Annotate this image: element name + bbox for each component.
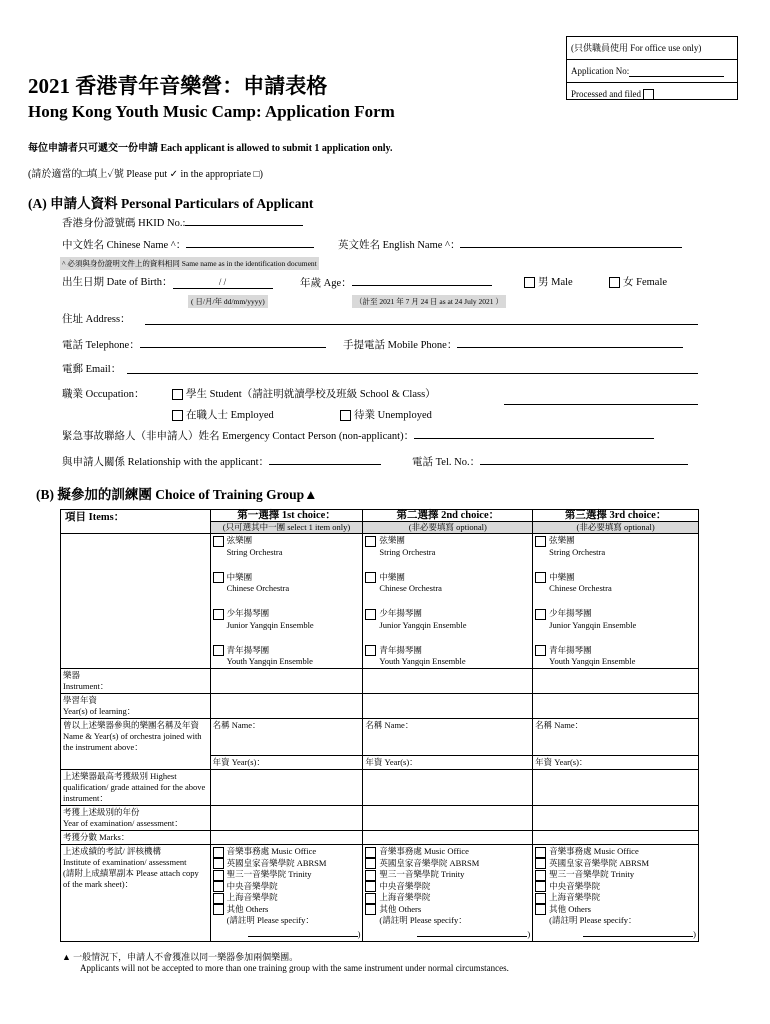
group-choice-row [61, 534, 699, 669]
office-use-title: (只供職員使用 For office use only) [571, 43, 702, 53]
first-abrsm-checkbox[interactable] [213, 858, 224, 869]
third-orchestra-years-field[interactable]: 年資 Year(s)： [533, 756, 699, 770]
third-years-learning-field[interactable] [533, 694, 699, 719]
title-english: Hong Kong Youth Music Camp: Application Form [28, 102, 395, 121]
employed-label: 在職人士 Employed [186, 410, 274, 421]
first-chinese-checkbox[interactable] [213, 572, 224, 583]
student-checkbox[interactable] [172, 389, 183, 400]
training-group-table [60, 509, 699, 942]
employed-checkbox[interactable] [172, 410, 183, 421]
student-label: 學生 Student（請註明就讀學校及班級 School & Class） [186, 389, 436, 400]
second-music-office-checkbox[interactable] [365, 847, 376, 858]
second-choice-groups: 弦樂團 String Orchestra 中樂團 Chinese Orchestra 少年揚琴團 Junior Yangqin Ensemble 青年揚琴團 Youth Yangqin Ensemble [363, 534, 533, 669]
marks-row [61, 831, 699, 845]
third-institute-options: 音樂事務處 Music Office 英國皇家音樂學院 ABRSM 聖三一音樂學院 Trinity 中央音樂學院 上海音樂學院 其他 Others (請註明 Please specify： ) [533, 845, 699, 942]
application-no-label: Application No: [571, 66, 630, 76]
telephone-field[interactable] [140, 336, 326, 348]
third-highest-grade-field[interactable] [533, 770, 699, 806]
third-youth-yangqin-checkbox[interactable] [535, 645, 546, 656]
third-chinese-checkbox[interactable] [535, 572, 546, 583]
emergency-tel-field[interactable] [480, 453, 688, 465]
emergency-tel-label: 電話 Tel. No.： [412, 457, 481, 468]
institute-row [61, 845, 699, 942]
second-abrsm-checkbox[interactable] [365, 858, 376, 869]
third-specify-field[interactable] [583, 927, 693, 937]
relationship-label: 與申請人關係 Relationship with the applicant： [62, 457, 270, 468]
first-highest-grade-field[interactable] [210, 770, 363, 806]
second-orchestra-years-field[interactable]: 年資 Year(s)： [363, 756, 533, 770]
table-header-row [61, 510, 699, 534]
application-no-field[interactable] [629, 66, 724, 77]
second-shanghai-conservatory-checkbox[interactable] [365, 893, 376, 904]
chinese-name-label: 中文姓名 Chinese Name ^： [62, 240, 187, 251]
dob-field[interactable]: / / [173, 277, 273, 289]
third-marks-field[interactable] [533, 831, 699, 845]
first-instrument-field[interactable] [210, 669, 363, 694]
email-label: 電郵 Email： [62, 364, 122, 375]
second-central-conservatory-checkbox[interactable] [365, 881, 376, 892]
telephone-label: 電話 Telephone： [62, 340, 140, 351]
first-youth-yangqin-checkbox[interactable] [213, 645, 224, 656]
male-label: 男 Male [538, 277, 573, 288]
instrument-label: 樂器 Instrument： [61, 669, 211, 694]
unemployed-label: 待業 Unemployed [354, 410, 432, 421]
third-exam-year-field[interactable] [533, 806, 699, 831]
first-others-checkbox[interactable] [213, 904, 224, 915]
second-exam-year-field[interactable] [363, 806, 533, 831]
third-orchestra-name-field[interactable]: 名稱 Name： [533, 719, 699, 756]
dob-format-note: ( 日/月/年 dd/mm/yyyy) [188, 295, 268, 308]
third-central-conservatory-checkbox[interactable] [535, 881, 546, 892]
name-note: ^ 必須與身份證明文件上的資料相同 Same name as in the identification document [62, 259, 317, 268]
second-specify-field[interactable] [417, 927, 527, 937]
relationship-field[interactable] [269, 453, 381, 465]
second-trinity-checkbox[interactable] [365, 870, 376, 881]
second-choice-header: 第二選擇 2nd choice： (非必要填寫 optional) [363, 510, 533, 534]
first-junior-yangqin-checkbox[interactable] [213, 609, 224, 620]
instrument-row [61, 669, 699, 694]
second-youth-yangqin-checkbox[interactable] [365, 645, 376, 656]
group-items-empty [61, 534, 211, 669]
second-instrument-field[interactable] [363, 669, 533, 694]
tick-instruction: (請於適當的□填上✓號 Please put ✓ in the appropriate □) [28, 169, 263, 180]
processed-checkbox[interactable] [643, 89, 654, 100]
first-string-checkbox[interactable] [213, 536, 224, 547]
first-orchestra-name-field[interactable]: 名稱 Name： [210, 719, 363, 756]
second-chinese-checkbox[interactable] [365, 572, 376, 583]
first-shanghai-conservatory-checkbox[interactable] [213, 893, 224, 904]
email-field[interactable] [127, 373, 698, 374]
hkid-field[interactable] [185, 214, 303, 226]
highest-grade-row [61, 770, 699, 806]
third-shanghai-conservatory-checkbox[interactable] [535, 893, 546, 904]
female-label: 女 Female [623, 277, 668, 288]
first-choice-header: 第一選擇 1st choice： (只可選其中一團 select 1 item only) [210, 510, 363, 534]
third-string-checkbox[interactable] [535, 536, 546, 547]
school-class-field[interactable] [504, 404, 698, 405]
institute-label: 上述成績的考試/ 評核機構 Institute of examination/ assessment (請附上成績單副本 Please attach copy of the mark sheet)： [61, 845, 211, 942]
third-abrsm-checkbox[interactable] [535, 858, 546, 869]
second-highest-grade-field[interactable] [363, 770, 533, 806]
first-specify-field[interactable] [248, 927, 358, 937]
dob-label: 出生日期 Date of Birth： [62, 277, 173, 288]
items-header: 項目 Items： [61, 510, 211, 534]
third-instrument-field[interactable] [533, 669, 699, 694]
second-string-checkbox[interactable] [365, 536, 376, 547]
footnote-english: Applicants will not be accepted to more than one training group with the same instrument under normal circumstances. [80, 963, 509, 973]
highest-grade-label: 上述樂器最高考獲級別 Highest qualification/ grade attained for the above instrument： [61, 770, 211, 806]
second-junior-yangqin-checkbox[interactable] [365, 609, 376, 620]
address-label: 住址 Address： [62, 314, 131, 325]
exam-year-label: 考獲上述級別的年份 Year of examination/ assessment： [61, 806, 211, 831]
chinese-name-field[interactable] [186, 236, 314, 248]
second-orchestra-name-field[interactable]: 名稱 Name： [363, 719, 533, 756]
unemployed-checkbox[interactable] [340, 410, 351, 421]
first-orchestra-years-field[interactable]: 年資 Year(s)： [210, 756, 363, 770]
section-a-heading: (A) 申請人資料 Personal Particulars of Applicant [28, 196, 314, 211]
age-label: 年歲 Age： [300, 278, 352, 289]
third-others-checkbox[interactable] [535, 904, 546, 915]
english-name-field[interactable] [460, 236, 682, 248]
second-years-learning-field[interactable] [363, 694, 533, 719]
third-music-office-checkbox[interactable] [535, 847, 546, 858]
emergency-contact-field[interactable] [414, 427, 654, 439]
footnote-chinese: ▲ 一般情況下，申請人不會獲准以同一樂器參加兩個樂團。 [62, 952, 299, 962]
processed-label: Processed and filed [571, 89, 641, 99]
hkid-label: 香港身份證號碼 HKID No.: [62, 218, 186, 229]
first-exam-year-field[interactable] [210, 806, 363, 831]
first-choice-groups: 弦樂團 String Orchestra 中樂團 Chinese Orchestra 少年揚琴團 Junior Yangqin Ensemble 青年揚琴團 Youth Yangqin Ensemble [210, 534, 363, 669]
marks-label: 考獲分數 Marks： [61, 831, 211, 845]
age-field[interactable] [352, 274, 492, 286]
second-others-checkbox[interactable] [365, 904, 376, 915]
mobile-field[interactable] [457, 336, 683, 348]
age-calc-note: （計至 2021 年 7 月 24 日 as at 24 July 2021 ） [352, 295, 506, 308]
occupation-label: 職業 Occupation： [62, 389, 145, 400]
third-junior-yangqin-checkbox[interactable] [535, 609, 546, 620]
title-chinese: 2021 香港青年音樂營：申請表格 [28, 74, 328, 98]
section-b-heading: (B) 擬參加的訓練團 Choice of Training Group▲ [36, 487, 318, 502]
years-learning-row [61, 694, 699, 719]
second-marks-field[interactable] [363, 831, 533, 845]
second-institute-options: 音樂事務處 Music Office 英國皇家音樂學院 ABRSM 聖三一音樂學院 Trinity 中央音樂學院 上海音樂學院 其他 Others (請註明 Please specify： ) [363, 845, 533, 942]
third-choice-header: 第三選擇 3rd choice： (非必要填寫 optional) [533, 510, 699, 534]
first-institute-options: 音樂事務處 Music Office 英國皇家音樂學院 ABRSM 聖三一音樂學院 Trinity 中央音樂學院 上海音樂學院 其他 Others (請註明 Please specify： ) [210, 845, 363, 942]
orchestra-label: 曾以上述樂器參與的樂團名稱及年資 Name & Year(s) of orchestra joined with the instrument above： [61, 719, 211, 770]
first-music-office-checkbox[interactable] [213, 847, 224, 858]
years-learning-label: 學習年資 Year(s) of learning： [61, 694, 211, 719]
first-central-conservatory-checkbox[interactable] [213, 881, 224, 892]
exam-year-row [61, 806, 699, 831]
mobile-label: 手提電話 Mobile Phone： [343, 340, 458, 351]
one-application-note: 每位申請者只可遞交一份申請 Each applicant is allowed to submit 1 application only. [28, 143, 393, 154]
female-checkbox[interactable] [609, 277, 620, 288]
english-name-label: 英文姓名 English Name ^： [338, 240, 461, 251]
third-trinity-checkbox[interactable] [535, 870, 546, 881]
third-choice-groups: 弦樂團 String Orchestra 中樂團 Chinese Orchestra 少年揚琴團 Junior Yangqin Ensemble 青年揚琴團 Youth Yangqin Ensemble [533, 534, 699, 669]
first-trinity-checkbox[interactable] [213, 870, 224, 881]
first-years-learning-field[interactable] [210, 694, 363, 719]
office-use-box [566, 36, 738, 100]
orchestra-name-row [61, 719, 699, 756]
male-checkbox[interactable] [524, 277, 535, 288]
address-field[interactable] [145, 324, 698, 325]
emergency-contact-label: 緊急事故聯絡人（非申請人）姓名 Emergency Contact Person (non-applicant)： [62, 431, 415, 442]
first-marks-field[interactable] [210, 831, 363, 845]
